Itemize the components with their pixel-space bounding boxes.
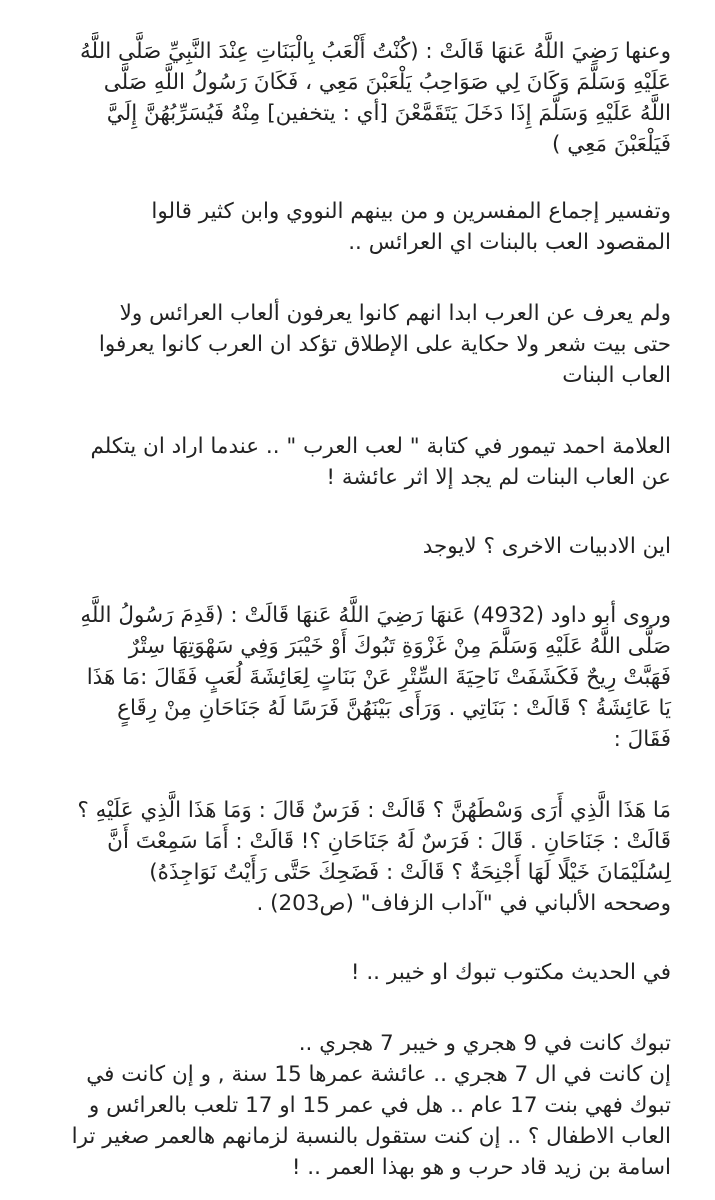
text-line: عَلَيْهِ وَسَلَّمَ وَكَانَ لِي صَوَاحِبُ يَلْعَبْنَ مَعِي ، فَكَانَ رَسُولُ اللَّهِ صَلَّى xyxy=(103,70,671,95)
text-line: وصححه الألباني في "آداب الزفاف" (ص203) . xyxy=(256,891,671,916)
paragraph-interpretation xyxy=(36,196,671,258)
paragraph-arabs-toys xyxy=(36,298,671,391)
text-line: وروى أبو داود (4932) عَنهَا رَضِيَ اللَّهُ عَنهَا قَالَتْ : (قَدِمَ رَسُولُ اللَّهِ xyxy=(80,603,671,628)
text-line: العاب الاطفال ؟ .. إن كنت ستقول بالنسبة لزمانهم هالعمر صغير ترا xyxy=(71,1124,671,1149)
paragraph-literature xyxy=(36,531,671,562)
text-line: فَقَالَ : xyxy=(613,727,671,752)
text-line: فَيَلْعَبْنَ مَعِي ) xyxy=(552,132,671,157)
text-line: مَا هَذَا الَّذِي أَرَى وَسْطَهُنَّ ؟ قَالَتْ : فَرَسٌ قَالَ : وَمَا هَذَا الَّذِي عَلَيْهِ ؟ xyxy=(77,798,671,823)
text-line: المقصود العب بالبنات اي العرائس .. xyxy=(348,230,671,255)
text-line: عن العاب البنات لم يجد إلا اثر عائشة ! xyxy=(326,465,671,490)
paragraph-abu-dawud xyxy=(36,600,671,755)
text-line: فَهَبَّتْ رِيحٌ فَكَشَفَتْ نَاحِيَةَ السِّتْرِ عَنْ بَنَاتٍ لِعَائِشَةَ لُعَبٍ فَقَالَ :مَا هَذَا xyxy=(86,665,671,690)
text-line: في الحديث مكتوب تبوك او خيبر .. ! xyxy=(350,960,671,985)
text-line: يَا عَائِشَةُ ؟ قَالَتْ : بَنَاتِي . وَرَأَى بَيْنَهُنَّ فَرَسًا لَهُ جَنَاحَانِ مِنْ رِقَاعٍ xyxy=(117,696,671,721)
text-line: وعنها رَضِيَ اللَّهُ عَنهَا قَالَتْ : (كُنْتُ أَلْعَبُ بِالْبَنَاتِ عِنْدَ النَّبِيِّ صَلَّى اللَّهُ xyxy=(80,39,671,64)
text-line: وتفسير إجماع المفسرين و من بينهم النووي وابن كثير قالوا xyxy=(151,199,671,224)
paragraph-age-argument xyxy=(36,1028,671,1183)
paragraph-tabuk-khaybar xyxy=(36,957,671,988)
text-line: تبوك فهي بنت 17 عام .. هل في عمر 15 او 17 تلعب بالعرائس و xyxy=(88,1093,671,1118)
text-line: تبوك كانت في 9 هجري و خيبر 7 هجري .. xyxy=(298,1031,671,1056)
paragraph-hadith-dolls xyxy=(36,36,671,160)
paragraph-taymour xyxy=(36,431,671,493)
text-line: صَلَّى اللَّهُ عَلَيْهِ وَسَلَّمَ مِنْ غَزْوَةِ تَبُوكَ أَوْ خَيْبَرَ وَفِي سَهْوَتِهَا سِتْرٌ xyxy=(128,634,671,659)
paragraph-winged-horse xyxy=(36,795,671,919)
text-line: العاب البنات xyxy=(562,363,671,388)
text-line: لِسُلَيْمَانَ خَيْلًا لَهَا أَجْنِحَةٌ ؟ قَالَتْ : فَضَحِكَ حَتَّى رَأَيْتُ نَوَاجِذَهُ) xyxy=(149,860,671,885)
text-line: اسامة بن زيد قاد حرب و هو بهذا العمر .. ! xyxy=(291,1155,671,1180)
text-line: ولم يعرف عن العرب ابدا انهم كانوا يعرفون ألعاب العرائس ولا xyxy=(119,301,671,326)
text-line: حتى بيت شعر ولا حكاية على الإطلاق تؤكد ان العرب كانوا يعرفوا xyxy=(98,332,671,357)
text-line: اين الادبيات الاخرى ؟ لايوجد xyxy=(422,534,671,559)
text-line: قَالَتْ : جَنَاحَانِ . قَالَ : فَرَسٌ لَهُ جَنَاحَانِ ؟! قَالَتْ : أَمَا سَمِعْتَ أَنَّ xyxy=(107,829,671,854)
text-line: إن كانت في ال 7 هجري .. عائشة عمرها 15 سنة , و إن كانت في xyxy=(86,1062,671,1087)
text-line: اللَّهُ عَلَيْهِ وَسَلَّمَ إِذَا دَخَلَ يَتَقَمَّعْنَ [أي : يتخفين] مِنْهُ فَيُسَرِّبُهُنَّ إِلَيَّ xyxy=(106,101,671,126)
text-line: العلامة احمد تيمور في كتابة " لعب العرب " .. عندما اراد ان يتكلم xyxy=(90,434,671,459)
